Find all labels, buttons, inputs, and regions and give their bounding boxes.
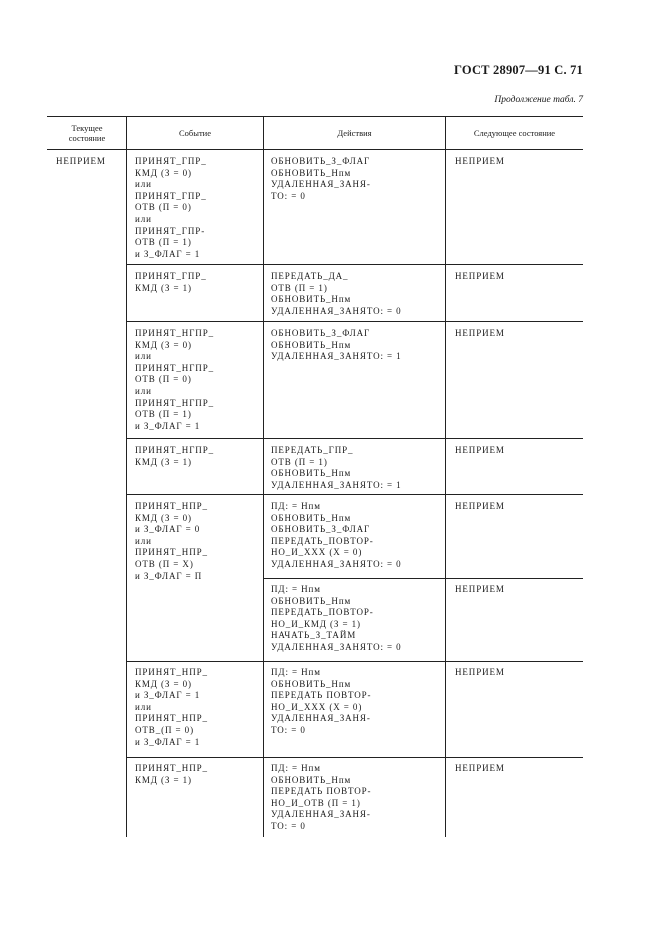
current-state-value: НЕПРИЕМ	[56, 156, 106, 166]
event-cell: ПРИНЯТ_НПР_ КМД (З = 0) и З_ФЛАГ = 0 или ПРИНЯТ_НПР_ ОТВ (П = X) и З_ФЛАГ = П	[135, 501, 208, 581]
column-divider	[445, 116, 446, 837]
row-divider	[126, 321, 583, 322]
action-cell: ПД: = Нпм ОБНОВИТЬ_Нпм ПЕРЕДАТЬ ПОВТОР- НО_И_ОТВ (П = 1) УДАЛЕННАЯ_ЗАНЯ- ТО: = 0	[271, 763, 372, 831]
next-state-cell: НЕПРИЕМ	[455, 156, 505, 166]
action-cell: ПД: = Нпм ОБНОВИТЬ_Нпм ПЕРЕДАТЬ ПОВТОР- НО_И_XXX (X = 0) УДАЛЕННАЯ_ЗАНЯ- ТО: = 0	[271, 667, 372, 735]
table-continuation-label: Продолжение табл. 7	[494, 95, 583, 105]
action-cell: ПЕРЕДАТЬ_ДА_ ОТВ (П = 1) ОБНОВИТЬ_Нпм УДАЛЕННАЯ_ЗАНЯТО: = 0	[271, 271, 402, 316]
column-divider	[126, 116, 127, 837]
event-cell: ПРИНЯТ_НПР_ КМД (З = 0) и З_ФЛАГ = 1 или ПРИНЯТ_НПР_ ОТВ_(П = 0) и З_ФЛАГ = 1	[135, 667, 208, 747]
row-divider	[126, 661, 583, 662]
action-cell: ПД: = Нпм ОБНОВИТЬ_Нпм ПЕРЕДАТЬ_ПОВТОР- НО_И_КМД (З = 1) НАЧАТЬ_З_ТАЙМ УДАЛЕННАЯ_ЗАНЯТО: = 0	[271, 584, 402, 652]
action-cell: ПД: = Нпм ОБНОВИТЬ_Нпм ОБНОВИТЬ_З_ФЛАГ ПЕРЕДАТЬ_ПОВТОР- НО_И_XXX (X = 0) УДАЛЕННАЯ_ЗАНЯТО: = 0	[271, 501, 402, 569]
next-state-cell: НЕПРИЕМ	[455, 328, 505, 338]
row-divider	[126, 757, 583, 758]
event-cell: ПРИНЯТ_ГПР_ КМД (З = 0) или ПРИНЯТ_ГПР_ ОТВ (П = 0) или ПРИНЯТ_ГПР- ОТВ (П = 1) и З_ФЛАГ = 1	[135, 156, 207, 259]
next-state-cell: НЕПРИЕМ	[455, 584, 505, 594]
action-cell: ОБНОВИТЬ_З_ФЛАГ ОБНОВИТЬ_Нпм УДАЛЕННАЯ_ЗАНЯТО: = 1	[271, 328, 402, 362]
column-header-current-state: Текущее состояние	[68, 123, 106, 143]
column-divider	[263, 116, 264, 837]
event-cell: ПРИНЯТ_ГПР_ КМД (З = 1)	[135, 271, 207, 293]
next-state-cell: НЕПРИЕМ	[455, 667, 505, 677]
column-header-next-state: Следующее состояние	[473, 128, 556, 138]
row-divider	[126, 264, 583, 265]
next-state-cell: НЕПРИЕМ	[455, 763, 505, 773]
event-cell: ПРИНЯТ_НПР_ КМД (З = 1)	[135, 763, 208, 785]
column-header-actions: Действия	[337, 128, 372, 138]
subrow-divider	[263, 578, 583, 579]
state-table	[47, 116, 583, 837]
next-state-cell: НЕПРИЕМ	[455, 271, 505, 281]
next-state-cell: НЕПРИЕМ	[455, 445, 505, 455]
next-state-cell: НЕПРИЕМ	[455, 501, 505, 511]
header-bottom-rule	[47, 149, 583, 150]
event-cell: ПРИНЯТ_НГПР_ КМД (З = 0) или ПРИНЯТ_НГПР_ ОТВ (П = 0) или ПРИНЯТ_НГПР_ ОТВ (П = 1) и З_ФЛАГ = 1	[135, 328, 215, 431]
event-cell: ПРИНЯТ_НГПР_ КМД (З = 1)	[135, 445, 215, 467]
row-divider	[126, 438, 583, 439]
table-top-rule	[47, 116, 583, 117]
action-cell: ОБНОВИТЬ_З_ФЛАГ ОБНОВИТЬ_Нпм УДАЛЕННАЯ_ЗАНЯ- ТО: = 0	[271, 156, 371, 201]
action-cell: ПЕРЕДАТЬ_ГПР_ ОТВ (П = 1) ОБНОВИТЬ_Нпм УДАЛЕННАЯ_ЗАНЯТО: = 1	[271, 445, 402, 490]
row-divider	[126, 494, 583, 495]
page-header: ГОСТ 28907—91 С. 71	[454, 63, 583, 77]
column-header-event: Событие	[179, 128, 211, 138]
